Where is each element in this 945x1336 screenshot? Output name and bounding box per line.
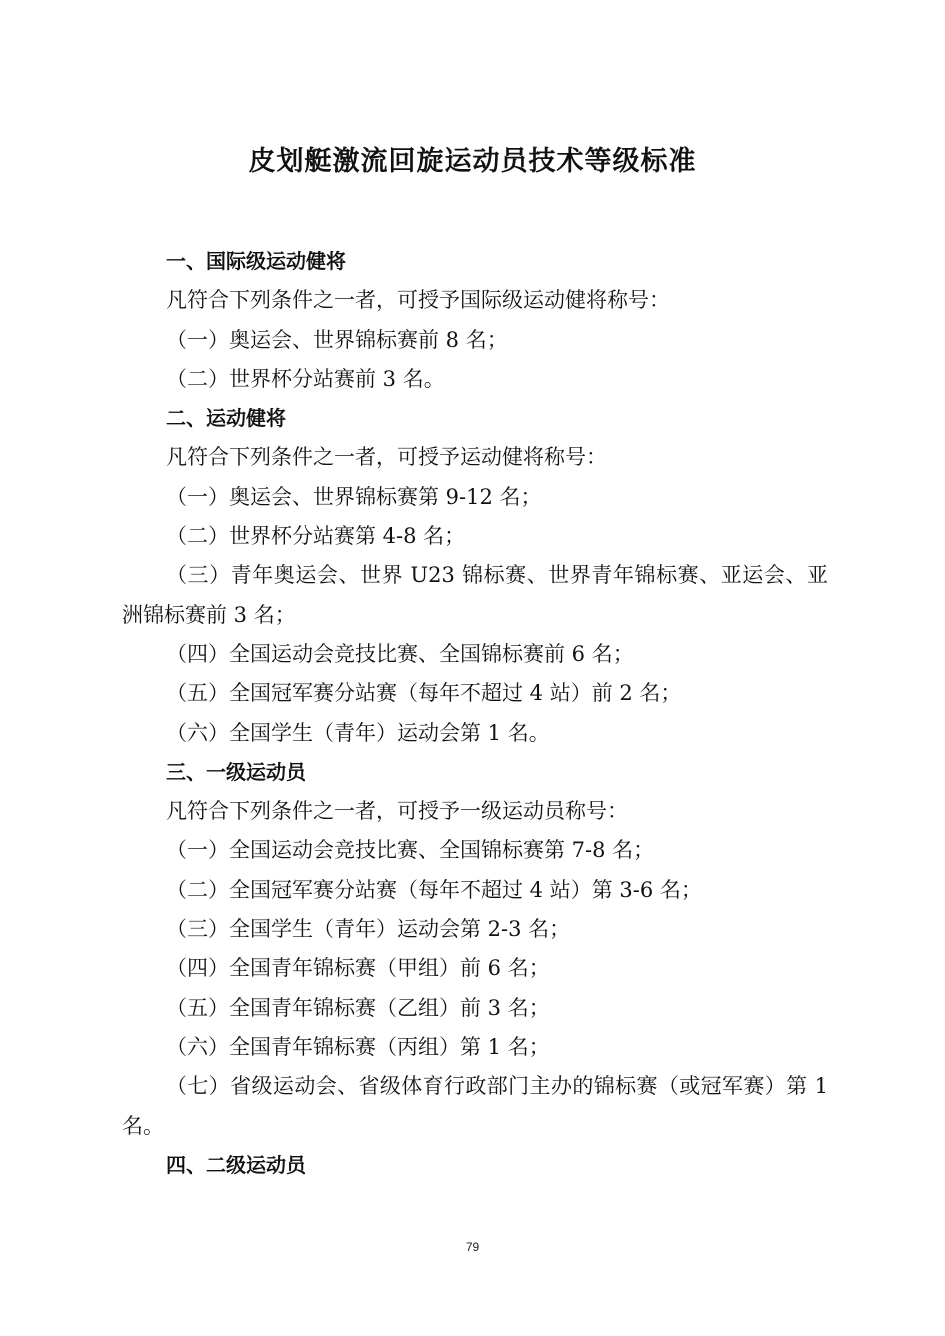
criteria-item: （五）全国冠军赛分站赛（每年不超过 4 站）前 2 名； — [166, 681, 682, 706]
criteria-item: （六）全国青年锦标赛（丙组）第 1 名； — [166, 1034, 550, 1059]
criteria-item: （一）全国运动会竞技比赛、全国锦标赛第 7-8 名； — [166, 838, 655, 863]
page-number: 79 — [465, 1240, 480, 1254]
criteria-item: （二）世界杯分站赛第 4-8 名； — [166, 524, 466, 549]
criteria-item: （四）全国青年锦标赛（甲组）前 6 名； — [166, 956, 550, 981]
criteria-item: （七）省级运动会、省级体育行政部门主办的锦标赛（或冠军赛）第 1 名。 — [122, 1074, 828, 1138]
criteria-item: （四）全国运动会竞技比赛、全国锦标赛前 6 名； — [166, 641, 634, 666]
criteria-item: （二）世界杯分站赛前 3 名。 — [166, 366, 445, 391]
criteria-item: （三）全国学生（青年）运动会第 2-3 名； — [166, 917, 571, 942]
criteria-item: （一）奥运会、世界锦标赛前 8 名； — [166, 327, 508, 352]
section-heading-master: 二、运动健将 — [166, 406, 286, 431]
criteria-item: （三）青年奥运会、世界 U23 锦标赛、世界青年锦标赛、亚运会、亚洲锦标赛前 3 名； — [122, 563, 828, 627]
section-intro: 凡符合下列条件之一者，可授予一级运动员称号： — [166, 799, 628, 824]
criteria-item: （五）全国青年锦标赛（乙组）前 3 名； — [166, 995, 550, 1020]
document-title: 皮划艇激流回旋运动员技术等级标准 — [248, 146, 697, 177]
section-intro: 凡符合下列条件之一者，可授予运动健将称号： — [166, 445, 607, 470]
criteria-item: （一）奥运会、世界锦标赛第 9-12 名； — [166, 484, 542, 509]
section-intro: 凡符合下列条件之一者，可授予国际级运动健将称号： — [166, 288, 670, 313]
criteria-item: （六）全国学生（青年）运动会第 1 名。 — [166, 720, 550, 745]
document-body — [122, 242, 828, 1185]
section-heading-second-class: 四、二级运动员 — [166, 1152, 306, 1177]
section-heading-international-master: 一、国际级运动健将 — [166, 249, 346, 273]
criteria-item: （二）全国冠军赛分站赛（每年不超过 4 站）第 3-6 名； — [166, 877, 702, 902]
section-heading-first-class: 三、一级运动员 — [166, 759, 306, 784]
